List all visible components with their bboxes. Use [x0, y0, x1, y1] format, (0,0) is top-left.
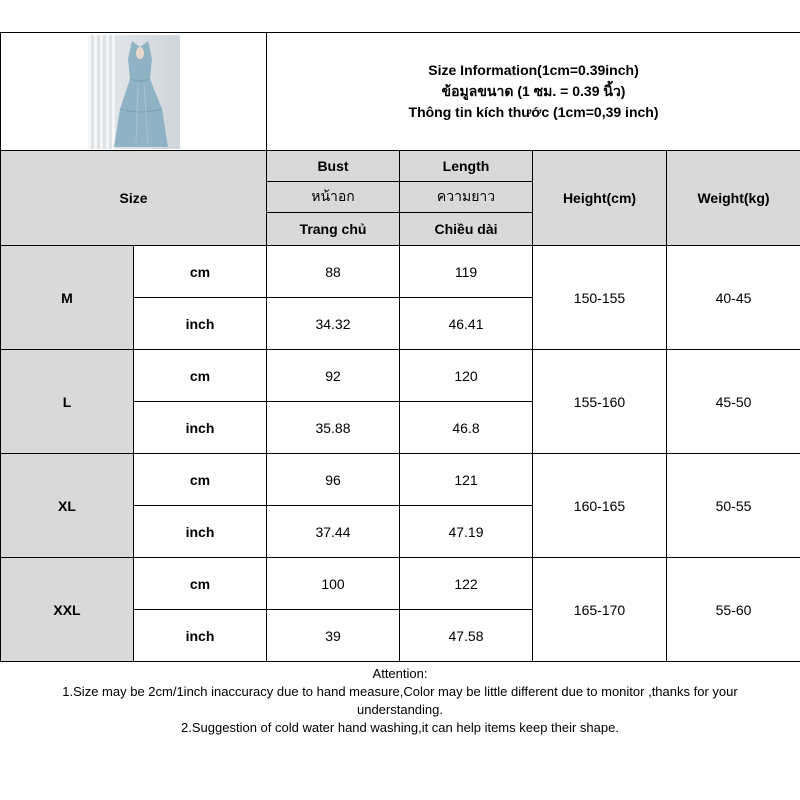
length-inch: 47.19 — [400, 506, 533, 558]
length-cm: 121 — [400, 454, 533, 506]
attention-title: Attention: — [372, 666, 428, 681]
bust-inch: 35.88 — [267, 402, 400, 454]
height-range: 160-165 — [533, 454, 667, 558]
size-xl: XL — [1, 454, 134, 558]
length-cm: 119 — [400, 246, 533, 298]
bust-header-vi: Trang chủ — [267, 213, 400, 246]
attention-line-1: 1.Size may be 2cm/1inch inaccuracy due to hand measure,Color may be little different due to monitor ,thanks for your understanding. — [62, 684, 738, 717]
attention-line-2: 2.Suggestion of cold water hand washing,it can help items keep their shape. — [181, 720, 619, 735]
bust-inch: 39 — [267, 610, 400, 662]
weight-range: 45-50 — [667, 350, 800, 454]
bust-header-th: หน้าอก — [267, 182, 400, 213]
table-row — [1, 246, 800, 298]
unit-inch: inch — [134, 402, 267, 454]
height-range: 150-155 — [533, 246, 667, 350]
bust-cm: 88 — [267, 246, 400, 298]
weight-header: Weight(kg) — [667, 151, 800, 246]
weight-range: 40-45 — [667, 246, 800, 350]
bust-cm: 96 — [267, 454, 400, 506]
size-l: L — [1, 350, 134, 454]
unit-inch: inch — [134, 298, 267, 350]
unit-cm: cm — [134, 558, 267, 610]
unit-inch: inch — [134, 610, 267, 662]
unit-cm: cm — [134, 454, 267, 506]
length-header-en: Length — [400, 151, 533, 182]
length-cm: 122 — [400, 558, 533, 610]
table-row — [1, 350, 800, 402]
size-chart-table — [0, 32, 800, 662]
length-inch: 47.58 — [400, 610, 533, 662]
bust-header-en: Bust — [267, 151, 400, 182]
unit-cm: cm — [134, 246, 267, 298]
dress-image — [110, 39, 170, 149]
attention-note — [0, 661, 800, 800]
size-m: M — [1, 246, 134, 350]
bust-inch: 37.44 — [267, 506, 400, 558]
length-header-vi: Chiều dài — [400, 213, 533, 246]
height-range: 165-170 — [533, 558, 667, 662]
size-info-header — [267, 33, 800, 151]
length-inch: 46.41 — [400, 298, 533, 350]
length-header-th: ความยาว — [400, 182, 533, 213]
length-inch: 46.8 — [400, 402, 533, 454]
unit-inch: inch — [134, 506, 267, 558]
weight-range: 55-60 — [667, 558, 800, 662]
size-column-header: Size — [1, 151, 267, 246]
height-header: Height(cm) — [533, 151, 667, 246]
header-line-vi: Thông tin kích thước (1cm=0,39 inch) — [408, 104, 659, 120]
bust-inch: 34.32 — [267, 298, 400, 350]
unit-cm: cm — [134, 350, 267, 402]
size-xxl: XXL — [1, 558, 134, 662]
product-photo — [88, 35, 180, 149]
header-line-th: ข้อมูลขนาด (1 ซม. = 0.39 นิ้ว) — [441, 83, 626, 99]
bust-cm: 92 — [267, 350, 400, 402]
table-row — [1, 454, 800, 506]
product-photo-cell — [1, 33, 267, 151]
weight-range: 50-55 — [667, 454, 800, 558]
table-row — [1, 558, 800, 610]
header-line-en: Size Information(1cm=0.39inch) — [428, 62, 639, 78]
length-cm: 120 — [400, 350, 533, 402]
height-range: 155-160 — [533, 350, 667, 454]
bust-cm: 100 — [267, 558, 400, 610]
